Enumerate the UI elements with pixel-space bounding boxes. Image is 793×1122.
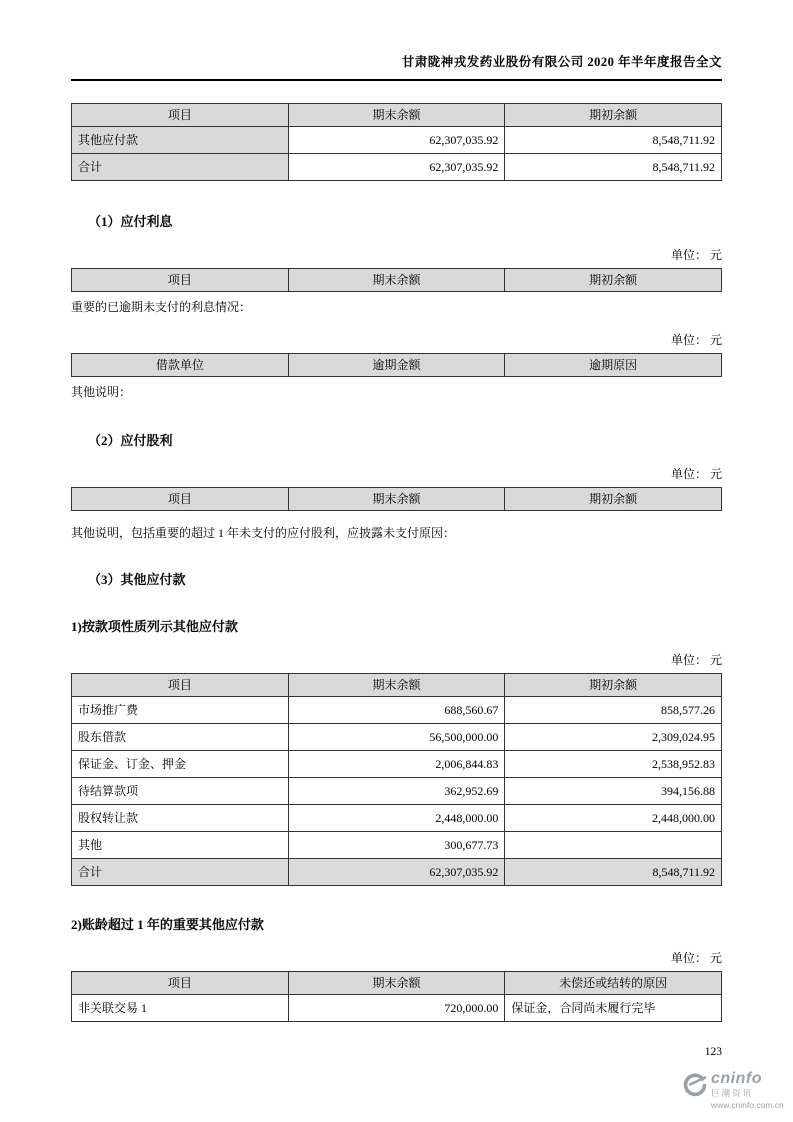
cninfo-logo-row	[681, 1071, 777, 1098]
interest-payable-table	[71, 268, 722, 292]
table-row	[72, 127, 722, 154]
unit-label: 单位： 元	[670, 653, 722, 667]
table-header-row	[72, 354, 722, 377]
cell-ending-balance: 62,307,035.92	[288, 859, 505, 886]
cell-beginning-balance: 2,538,952.83	[505, 751, 722, 778]
dividends-payable-table	[71, 487, 722, 511]
other-explanation-note: 其他说明：	[71, 385, 132, 399]
cell-beginning-balance: 8,548,711.92	[505, 127, 722, 154]
section-heading-dividends-payable: （2）应付股利	[88, 433, 173, 448]
col-header-reason: 未偿还或结转的原因	[505, 972, 722, 995]
table-row	[72, 751, 722, 778]
cninfo-logo-icon	[681, 1071, 707, 1097]
cninfo-watermark	[681, 1069, 784, 1111]
table-row	[72, 697, 722, 724]
cell-beginning-balance: 8,548,711.92	[505, 154, 722, 181]
cell-beginning-balance	[505, 832, 722, 859]
section-heading-other-payables: （3）其他应付款	[88, 572, 186, 587]
cell-beginning-balance: 2,448,000.00	[505, 805, 722, 832]
page-number: 123	[704, 1046, 722, 1058]
subheading-by-nature: 1)按款项性质列示其他应付款	[71, 619, 238, 634]
table-row	[72, 724, 722, 751]
row-label: 合计	[72, 859, 289, 886]
cell-beginning-balance: 394,156.88	[505, 778, 722, 805]
col-header-item: 项目	[72, 972, 289, 995]
dividends-note: 其他说明，包括重要的超过 1 年未支付的应付股利，应披露未支付原因：	[71, 526, 456, 540]
unit-label: 单位： 元	[670, 333, 722, 347]
cell-beginning-balance: 2,309,024.95	[505, 724, 722, 751]
page-header	[71, 52, 722, 81]
col-header-item: 项目	[72, 269, 289, 292]
row-label: 股权转让款	[72, 805, 289, 832]
table-header-row	[72, 269, 722, 292]
cell-ending-balance: 2,448,000.00	[288, 805, 505, 832]
col-header-overdue-amount: 逾期金额	[288, 354, 505, 377]
cell-ending-balance: 720,000.00	[288, 995, 505, 1022]
table-header-row	[72, 104, 722, 127]
page-header-title: 甘肃陇神戎发药业股份有限公司 2020 年半年度报告全文	[401, 55, 722, 69]
col-header-beginning-balance: 期初余额	[505, 674, 722, 697]
unit-label: 单位： 元	[670, 467, 722, 481]
table-row	[72, 995, 722, 1022]
col-header-ending-balance: 期末余额	[288, 104, 505, 127]
cninfo-chinese-name: 巨潮资讯	[711, 1087, 754, 1098]
other-payables-by-nature-table	[71, 673, 722, 886]
col-header-ending-balance: 期末余额	[288, 972, 505, 995]
col-header-item: 项目	[72, 488, 289, 511]
unit-label: 单位： 元	[670, 248, 722, 262]
row-label: 待结算款项	[72, 778, 289, 805]
cell-ending-balance: 300,677.73	[288, 832, 505, 859]
table-row	[72, 832, 722, 859]
col-header-ending-balance: 期末余额	[288, 488, 505, 511]
col-header-beginning-balance: 期初余额	[505, 104, 722, 127]
col-header-ending-balance: 期末余额	[288, 269, 505, 292]
row-label: 其他	[72, 832, 289, 859]
section-heading-interest-payable: （1）应付利息	[88, 214, 173, 229]
row-label: 保证金、订金、押金	[72, 751, 289, 778]
cninfo-text-block	[711, 1071, 762, 1098]
unit-label: 单位： 元	[670, 951, 722, 965]
row-label: 合计	[72, 154, 289, 181]
table-row	[72, 778, 722, 805]
col-header-overdue-reason: 逾期原因	[505, 354, 722, 377]
cell-reason: 保证金，合同尚未履行完毕	[505, 995, 722, 1022]
cninfo-brand-text: cninfo	[711, 1069, 762, 1087]
cell-beginning-balance: 8,548,711.92	[505, 859, 722, 886]
overdue-interest-table	[71, 353, 722, 377]
row-label: 其他应付款	[72, 127, 289, 154]
other-payables-summary-table	[71, 103, 722, 181]
row-label: 非关联交易 1	[72, 995, 289, 1022]
cell-ending-balance: 688,560.67	[288, 697, 505, 724]
cell-ending-balance: 62,307,035.92	[288, 154, 505, 181]
overdue-interest-note: 重要的已逾期未支付的利息情况：	[71, 300, 252, 314]
cell-ending-balance: 62,307,035.92	[288, 127, 505, 154]
col-header-item: 项目	[72, 104, 289, 127]
table-header-row	[72, 972, 722, 995]
table-header-row	[72, 674, 722, 697]
col-header-item: 项目	[72, 674, 289, 697]
col-header-beginning-balance: 期初余额	[505, 488, 722, 511]
cninfo-url-text: www.cninfo.com.cn	[711, 1100, 784, 1110]
table-row-total	[72, 154, 722, 181]
aged-other-payables-table	[71, 971, 722, 1022]
cell-ending-balance: 2,006,844.83	[288, 751, 505, 778]
col-header-ending-balance: 期末余额	[288, 674, 505, 697]
cell-ending-balance: 56,500,000.00	[288, 724, 505, 751]
col-header-borrower: 借款单位	[72, 354, 289, 377]
row-label: 股东借款	[72, 724, 289, 751]
table-row	[72, 805, 722, 832]
table-header-row	[72, 488, 722, 511]
col-header-beginning-balance: 期初余额	[505, 269, 722, 292]
table-row-total	[72, 859, 722, 886]
cell-ending-balance: 362,952.69	[288, 778, 505, 805]
row-label: 市场推广费	[72, 697, 289, 724]
subheading-aged-over-one-year: 2)账龄超过 1 年的重要其他应付款	[71, 917, 264, 932]
cell-beginning-balance: 858,577.26	[505, 697, 722, 724]
